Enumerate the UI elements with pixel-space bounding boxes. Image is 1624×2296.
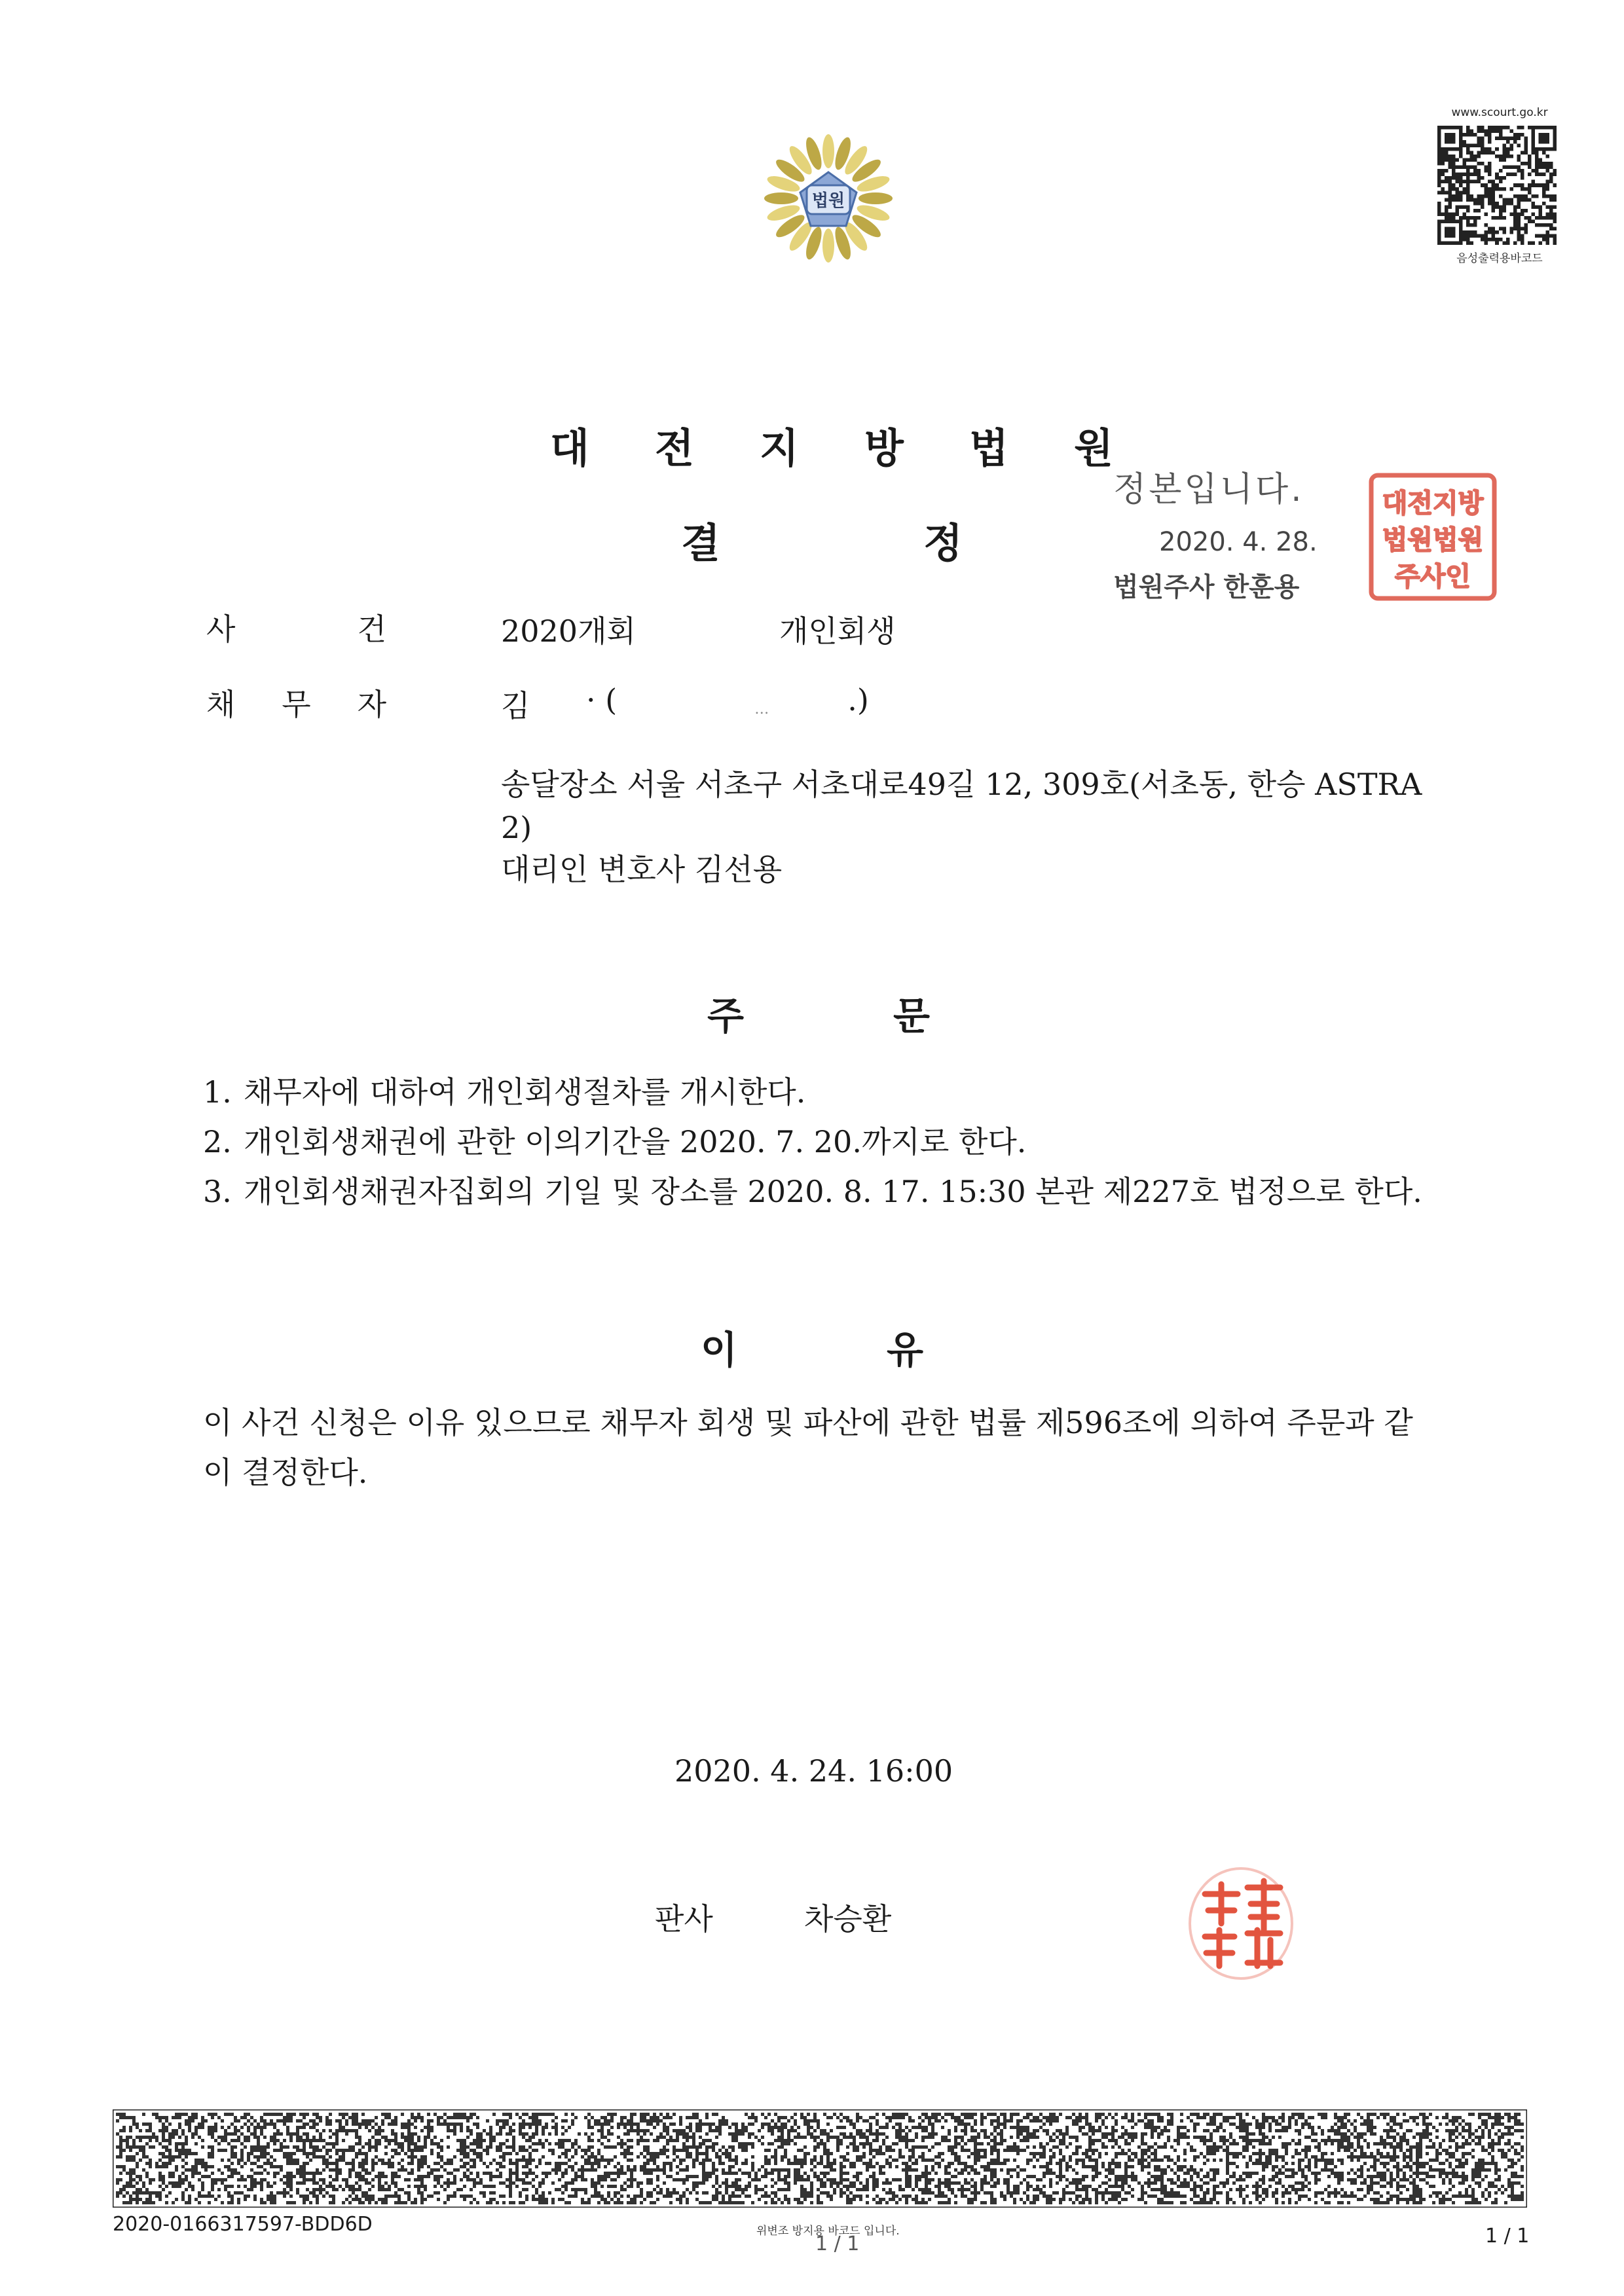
case-label [206,606,386,649]
order-heading [707,985,930,1040]
debtor-name: 김 [501,688,530,723]
court-name-char: 전 [655,424,694,472]
case-number: 2020개회 [501,613,636,649]
debtor-id [586,682,869,718]
certified-copy-clerk: 법원주사 한훈용 [1113,572,1300,602]
debtor-label-char: 채 [206,687,236,722]
clerk-seal-text: 주사인 [1395,562,1471,592]
reason-heading-char: 이 [701,1328,738,1372]
debtor-label [206,681,386,724]
judge-title: 판사 [655,1901,713,1937]
order-item-number: 3. [203,1174,232,1209]
reason-text: 이 사건 신청은 이유 있으므로 채무자 회생 및 파산에 관한 법률 제596조에 의하여 주문과 같이 결정한다. [203,1405,1413,1490]
case-label-char: 사 [206,611,236,647]
judge-seal-icon [1185,1865,1297,1982]
order-item-text: 개인회생채권자집회의 기일 및 장소를 2020. 8. 17. 15:30 본관 제227호 법정으로 한다. [244,1174,1422,1209]
debtor-id-open: · ( [586,682,618,718]
clerk-seal-text: 대전지방 [1382,488,1484,519]
representative: 대리인 변호사 김선용 [501,852,783,887]
court-name-char: 지 [760,424,799,472]
reason-heading-char: 유 [886,1328,923,1372]
order-item-text: 개인회생채권에 관한 이의기간을 2020. 7. 20.까지로 한다. [244,1124,1027,1159]
case-type: 개인회생 [779,613,896,649]
qr-url: www.scourt.go.kr [1451,106,1548,119]
court-name-char: 법 [969,424,1008,472]
page-number: 1 / 1 [1485,2225,1530,2248]
anti-forgery-note: 위변조 방지용 바코드 입니다. [756,2225,900,2238]
document-title-char: 정 [923,519,963,567]
certified-copy-date: 2020. 4. 28. [1159,527,1318,557]
court-name [550,416,1113,474]
order-item-number: 1. [203,1074,232,1110]
order-item [203,1117,1434,1167]
court-name-char: 대 [550,424,589,472]
service-address: 송달장소 서울 서초구 서초대로49길 12, 309호(서초동, 한승 ASTRA 2) [501,767,1422,845]
decision-date: 2020. 4. 24. 16:00 [674,1753,953,1789]
document-code: 2020-0166317597-BDD6D [113,2213,373,2236]
debtor-label-char: 무 [282,687,311,722]
order-list [203,1067,1434,1216]
order-heading-char: 주 [707,994,745,1038]
clerk-seal-text: 법원법원 [1382,525,1484,555]
order-item-text: 채무자에 대하여 개인회생절차를 개시한다. [244,1074,806,1110]
document-title [681,511,963,569]
court-emblem-icon [747,121,910,272]
page-number-center: 1 / 1 [815,2232,860,2255]
qr-code-icon [1437,126,1557,245]
document-title-char: 결 [681,519,720,567]
reason-heading [701,1319,923,1374]
debtor-id-mid: … [754,701,769,718]
order-heading-char: 문 [893,994,930,1038]
debtor-label-char: 자 [357,687,386,722]
clerk-seal-icon [1367,471,1498,602]
judge-name: 차승환 [804,1901,892,1937]
court-name-char: 원 [1074,424,1113,472]
order-item [203,1067,1434,1117]
order-item-number: 2. [203,1124,232,1159]
anti-forgery-barcode-icon [113,2109,1527,2208]
certified-copy-text: 정본입니다. [1113,470,1304,509]
debtor-id-close: .) [847,682,869,718]
case-label-char: 건 [357,611,386,647]
court-name-char: 방 [864,424,904,472]
qr-caption: 음성출력용바코드 [1456,252,1543,265]
court-emblem-text: 법원 [811,191,845,211]
order-item [203,1167,1434,1216]
